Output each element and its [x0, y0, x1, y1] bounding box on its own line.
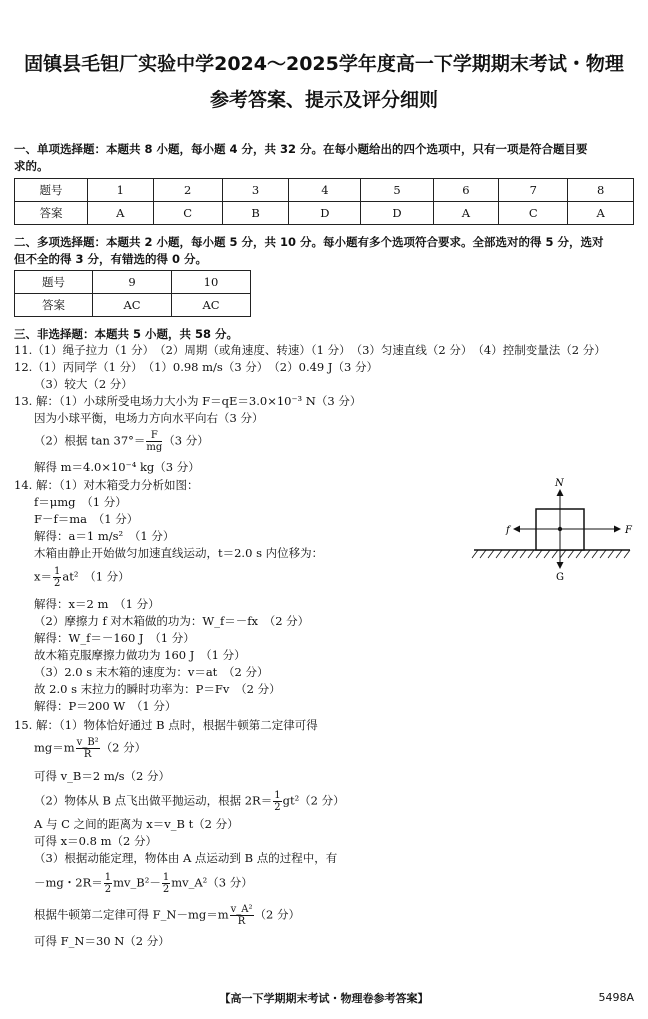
- fraction: [53, 566, 61, 589]
- q15-line8-text: －mg・2R＝: [34, 875, 103, 890]
- q14-line3: F－f＝ma （1 分）: [34, 512, 139, 526]
- fraction: [146, 430, 162, 453]
- q15-line10: 可得 F_N＝30 N（2 分）: [34, 934, 170, 948]
- section1-heading-line1: 一、单项选择题：本题共 8 小题，每小题 4 分，共 32 分。在每小题给出的四个选项中，只有一项是符合题目要: [14, 142, 588, 156]
- q15-line4-text: （2）物体从 B 点飞出做平抛运动，根据 2R＝: [34, 793, 273, 808]
- fraction: [273, 790, 281, 813]
- table-cell: C: [153, 202, 222, 225]
- table-cell: 5: [361, 179, 433, 202]
- fraction-numerator: 1: [162, 872, 170, 883]
- label-G: G: [556, 572, 564, 583]
- exam-title: 固镇县毛钽厂实验中学2024～2025学年度高一下学期期末考试・物理: [24, 53, 624, 75]
- q12-line2: （3）较大（2 分）: [34, 377, 133, 391]
- force-diagram: [470, 476, 636, 584]
- fraction-numerator: v_B²: [76, 737, 99, 748]
- ground-hatch: [472, 550, 630, 558]
- section1-answer-table: [14, 178, 634, 225]
- q14-line13: 解得：P＝200 W （1 分）: [34, 699, 177, 713]
- q15-line5: A 与 C 之间的距离为 x＝v_B t（2 分）: [34, 817, 239, 831]
- table-cell: 3: [222, 179, 289, 202]
- table-cell: 8: [568, 179, 634, 202]
- table-cell: 7: [499, 179, 568, 202]
- q15-line8-score: mv_A²（3 分）: [171, 875, 253, 890]
- q15-line8-term: mv_B²－: [113, 875, 161, 890]
- section2-answer-table: [14, 270, 251, 317]
- fraction-denominator: R: [237, 916, 246, 927]
- q14-line4: 解得：a＝1 m/s² （1 分）: [34, 529, 175, 543]
- table-cell: 9: [93, 271, 172, 294]
- table-header-cell: 答案: [15, 202, 88, 225]
- fraction: [104, 872, 112, 895]
- q13-line3-text: （2）根据 tan 37°＝: [34, 433, 146, 448]
- fraction: [76, 737, 100, 760]
- table-cell: 4: [289, 179, 361, 202]
- table-cell: 6: [433, 179, 499, 202]
- q14-line6: [34, 566, 130, 589]
- table-row-numbers: [15, 179, 634, 202]
- table-cell: 10: [172, 271, 251, 294]
- q14-line11: （3）2.0 s 末木箱的速度为：v＝at （2 分）: [34, 665, 269, 679]
- q15-line4-score: gt²（2 分）: [282, 793, 345, 808]
- label-N: N: [555, 478, 564, 489]
- q15-line3: 可得 v_B＝2 m/s（2 分）: [34, 769, 170, 783]
- table-cell: B: [222, 202, 289, 225]
- q15-line1: 15. 解：（1）物体恰好通过 B 点时，根据牛顿第二定律可得: [14, 718, 318, 732]
- q15-line2-text: mg＝m: [34, 740, 75, 755]
- table-header-cell: 题号: [15, 271, 93, 294]
- q12-line1: 12.（1）丙同学（1 分） （1）0.98 m/s（3 分） （2）0.49 J（3 分）: [14, 360, 378, 374]
- fraction-denominator: 2: [54, 578, 61, 589]
- label-f: f: [506, 525, 510, 536]
- q15-line2-score: （2 分）: [100, 740, 147, 755]
- fraction-numerator: 1: [274, 790, 281, 801]
- q14-line12: 故 2.0 s 末拉力的瞬时功率为：P＝Fv （2 分）: [34, 682, 281, 696]
- table-header-cell: 答案: [15, 294, 93, 317]
- footer-code: 5498A: [598, 991, 634, 1004]
- table-cell: A: [568, 202, 634, 225]
- section2-heading-line1: 二、多项选择题：本题共 2 小题，每小题 5 分，共 10 分。每小题有多个选项符合要求。全部选对的得 5 分，选对: [14, 235, 604, 249]
- fraction-denominator: 2: [104, 884, 112, 895]
- q13-line1: 13. 解：（1）小球所受电场力大小为 F＝qE＝3.0×10⁻³ N（3 分）: [14, 394, 362, 408]
- table-cell: 1: [88, 179, 154, 202]
- q14-line9: 解得：W_f＝－160 J （1 分）: [34, 631, 195, 645]
- q14-line8: （2）摩擦力 f 对木箱做的功为：W_f＝－fx （2 分）: [34, 614, 310, 628]
- q11-answer: 11.（1）绳子拉力（1 分） （2）周期（或角速度、转速）（1 分） （3）匀速直线（2 分） （4）控制变量法（2 分）: [14, 343, 606, 357]
- table-cell: D: [361, 202, 433, 225]
- exam-subtitle: 参考答案、提示及评分细则: [209, 89, 438, 111]
- q14-line5: 木箱由静止开始做匀加速直线运动，t＝2.0 s 内位移为：: [34, 546, 324, 560]
- table-cell: AC: [93, 294, 172, 317]
- q15-line6: 可得 x＝0.8 m（2 分）: [34, 834, 157, 848]
- q15-line2: [34, 737, 146, 760]
- label-F: F: [625, 525, 632, 536]
- table-cell: 2: [153, 179, 222, 202]
- fraction-numerator: v_A²: [230, 904, 253, 915]
- section1-heading-line2: 求的。: [14, 159, 49, 173]
- table-cell: A: [433, 202, 499, 225]
- table-row-answers: [15, 294, 251, 317]
- section3-heading: 三、非选择题：本题共 5 小题，共 58 分。: [14, 327, 239, 341]
- fraction-denominator: 2: [162, 884, 170, 895]
- fraction-denominator: 2: [274, 802, 281, 813]
- fraction: [230, 904, 254, 927]
- table-header-cell: 题号: [15, 179, 88, 202]
- table-cell: AC: [172, 294, 251, 317]
- table-cell: A: [88, 202, 154, 225]
- table-cell: D: [289, 202, 361, 225]
- q15-line9-score: （2 分）: [254, 907, 300, 922]
- q15-line9-text: 根据牛顿第二定律可得 F_N－mg＝m: [34, 907, 229, 922]
- q13-line4: 解得 m＝4.0×10⁻⁴ kg（3 分）: [34, 460, 200, 474]
- q14-line10: 故木箱克服摩擦力做功为 160 J （1 分）: [34, 648, 246, 662]
- q14-line2: f＝μmg （1 分）: [34, 495, 127, 509]
- fraction-numerator: F: [146, 430, 162, 442]
- footer-title: 【高一下学期期末考试・物理卷参考答案】: [219, 992, 429, 1005]
- q15-line7: （3）根据动能定理，物体由 A 点运动到 B 点的过程中，有: [34, 851, 338, 865]
- q15-line8: [34, 872, 253, 895]
- table-row-numbers: [15, 271, 251, 294]
- fraction-numerator: 1: [104, 872, 112, 883]
- q14-line7: 解得：x＝2 m （1 分）: [34, 597, 160, 611]
- fraction-denominator: mg: [146, 442, 163, 453]
- q14-line6-score: at² （1 分）: [62, 569, 130, 584]
- fraction-denominator: R: [83, 749, 92, 760]
- q15-line9: [34, 904, 300, 927]
- fraction: [162, 872, 170, 895]
- q13-line3: [34, 430, 209, 453]
- table-cell: C: [499, 202, 568, 225]
- fraction-numerator: 1: [54, 566, 61, 577]
- table-row-answers: [15, 202, 634, 225]
- q13-line2: 因为小球平衡，电场力方向水平向右（3 分）: [34, 411, 264, 425]
- q15-line4: [34, 790, 345, 813]
- q14-line6-text: x＝: [34, 569, 52, 584]
- section2-heading-line2: 但不全的得 3 分，有错选的得 0 分。: [14, 252, 208, 266]
- q13-line3-score: （3 分）: [163, 433, 209, 448]
- q14-line1: 14. 解：（1）对木箱受力分析如图：: [14, 478, 199, 492]
